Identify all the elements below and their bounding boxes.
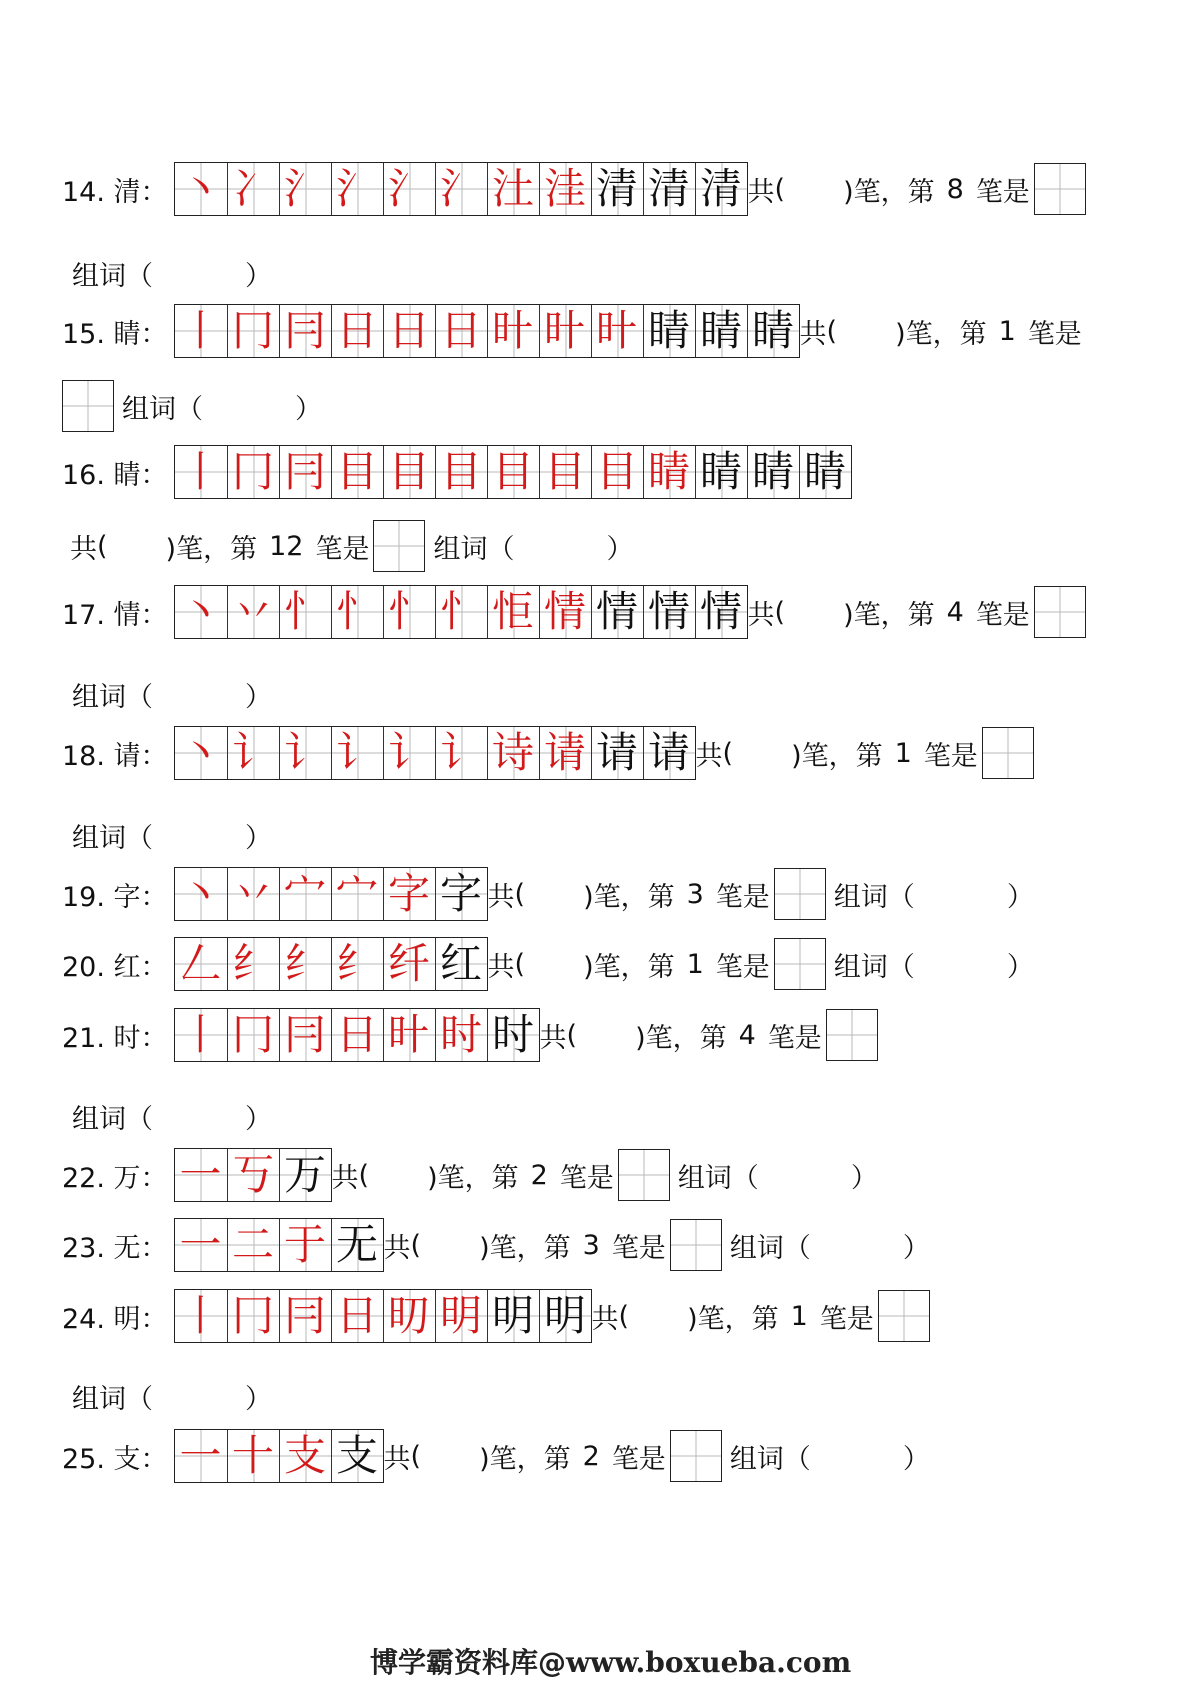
word-line bbox=[72, 675, 272, 714]
stroke-cell: 冂 bbox=[227, 305, 279, 357]
stroke-cell: 丶 bbox=[175, 586, 227, 638]
footer-watermark bbox=[370, 1641, 851, 1681]
stroke-cell: 旪 bbox=[487, 305, 539, 357]
stroke-text: )笔，第 bbox=[843, 176, 935, 208]
paren-open: ( bbox=[358, 1159, 370, 1191]
word-label: 组词（ bbox=[122, 393, 203, 425]
stroke-cell: 情 bbox=[643, 586, 695, 638]
word-end: ） bbox=[245, 1104, 272, 1135]
stroke-number: 3 bbox=[582, 1229, 600, 1261]
stroke-cell: 冫 bbox=[227, 163, 279, 215]
stroke-cell: 氵 bbox=[383, 163, 435, 215]
paren-open: ( bbox=[774, 173, 786, 205]
word-end: ） bbox=[902, 1232, 930, 1264]
stroke-cell: 明 bbox=[435, 1290, 487, 1342]
stroke-cell: 字 bbox=[383, 868, 435, 920]
stroke-cell: 忄 bbox=[331, 586, 383, 638]
stroke-cell: 冂 bbox=[227, 446, 279, 498]
stroke-cell: 情 bbox=[591, 586, 643, 638]
paren-open: ( bbox=[410, 1229, 422, 1261]
stroke-text: )笔，第 bbox=[635, 1022, 727, 1054]
item-17 bbox=[62, 585, 1086, 639]
word-label: 组词（ bbox=[729, 1443, 811, 1475]
stroke-cell: 丶 bbox=[175, 868, 227, 920]
stroke-cell: 旪 bbox=[539, 305, 591, 357]
total-prefix: 共 bbox=[331, 1162, 359, 1194]
item-22 bbox=[62, 1148, 878, 1202]
stroke-cell: 目 bbox=[487, 446, 539, 498]
word-line bbox=[72, 816, 272, 855]
word-label: 组词（ bbox=[729, 1232, 811, 1264]
stroke-cell: 目 bbox=[539, 446, 591, 498]
stroke-cell: 睛 bbox=[747, 446, 799, 498]
stroke-order-grid bbox=[174, 1429, 384, 1483]
stroke-number: 8 bbox=[946, 173, 964, 205]
word-label: 组词（ bbox=[72, 823, 153, 854]
stroke-order-grid bbox=[174, 304, 800, 358]
stroke-cell: 忄 bbox=[279, 586, 331, 638]
stroke-cell: 𠃋 bbox=[175, 938, 227, 990]
stroke-cell: 氵 bbox=[331, 163, 383, 215]
stroke-text: )笔，第 bbox=[583, 951, 675, 983]
stroke-cell: 睛 bbox=[643, 446, 695, 498]
stroke-cell: 丶 bbox=[175, 163, 227, 215]
item-label: 14. 清： bbox=[62, 176, 168, 208]
stroke-cell: 睛 bbox=[695, 305, 747, 357]
stroke-cell: 丨 bbox=[175, 446, 227, 498]
stroke-number: 1 bbox=[790, 1300, 808, 1332]
stroke-cell: 情 bbox=[695, 586, 747, 638]
stroke-number: 4 bbox=[946, 596, 964, 628]
stroke-cell: 目 bbox=[331, 446, 383, 498]
total-prefix: 共 bbox=[747, 599, 775, 631]
stroke-cell: 氵 bbox=[435, 163, 487, 215]
item-label: 24. 明： bbox=[62, 1303, 168, 1335]
stroke-cell: 日 bbox=[435, 305, 487, 357]
stroke-is: 笔是 bbox=[611, 1232, 666, 1264]
stroke-cell: 冂 bbox=[227, 1290, 279, 1342]
footer-brand: 博学霸资料库@ bbox=[370, 1646, 567, 1679]
stroke-cell: 目 bbox=[591, 446, 643, 498]
item-label: 22. 万： bbox=[62, 1162, 168, 1194]
paren-open: ( bbox=[514, 948, 526, 980]
answer-box[interactable] bbox=[670, 1219, 722, 1271]
word-line bbox=[70, 520, 633, 572]
stroke-cell: 纟 bbox=[331, 938, 383, 990]
stroke-cell: 日 bbox=[331, 1009, 383, 1061]
word-end: ） bbox=[1006, 881, 1034, 913]
stroke-number: 1 bbox=[686, 948, 704, 980]
answer-box[interactable] bbox=[1034, 586, 1086, 638]
stroke-cell: 丶 bbox=[175, 727, 227, 779]
item-19 bbox=[62, 867, 1034, 921]
word-label: 组词（ bbox=[833, 881, 915, 913]
stroke-text: )笔，第 bbox=[687, 1303, 779, 1335]
item-label: 17. 情： bbox=[62, 599, 168, 631]
stroke-is: 笔是 bbox=[315, 533, 370, 565]
item-label: 20. 红： bbox=[62, 951, 168, 983]
item-label: 25. 支： bbox=[62, 1443, 168, 1475]
stroke-cell: 睛 bbox=[747, 305, 799, 357]
stroke-cell: 洼 bbox=[539, 163, 591, 215]
stroke-order-grid bbox=[174, 445, 852, 499]
paren-open: ( bbox=[514, 878, 526, 910]
stroke-is: 笔是 bbox=[923, 740, 978, 772]
stroke-cell: 目 bbox=[383, 446, 435, 498]
stroke-number: 2 bbox=[582, 1440, 600, 1472]
stroke-order-grid bbox=[174, 162, 748, 216]
stroke-cell: 睛 bbox=[643, 305, 695, 357]
stroke-cell: 一 bbox=[175, 1430, 227, 1482]
item-18 bbox=[62, 726, 1034, 780]
total-prefix: 共 bbox=[70, 533, 97, 565]
stroke-cell: 讠 bbox=[279, 727, 331, 779]
stroke-cell: 纟 bbox=[279, 938, 331, 990]
answer-box[interactable] bbox=[1034, 163, 1086, 215]
word-label: 组词（ bbox=[72, 261, 153, 292]
paren-open: ( bbox=[97, 530, 108, 562]
stroke-cell: 日 bbox=[383, 305, 435, 357]
stroke-cell: 红 bbox=[435, 938, 487, 990]
stroke-cell: 请 bbox=[643, 727, 695, 779]
stroke-cell: 旫 bbox=[383, 1290, 435, 1342]
stroke-cell: 情 bbox=[539, 586, 591, 638]
stroke-text: )笔，第 bbox=[843, 599, 935, 631]
word-end: ） bbox=[1006, 951, 1034, 983]
answer-box[interactable] bbox=[774, 868, 826, 920]
stroke-order-grid bbox=[174, 1289, 592, 1343]
stroke-cell: 丨 bbox=[175, 305, 227, 357]
stroke-cell: 睛 bbox=[799, 446, 851, 498]
stroke-cell: 一 bbox=[175, 1219, 227, 1271]
stroke-cell: 忄 bbox=[383, 586, 435, 638]
total-prefix: 共 bbox=[539, 1022, 567, 1054]
word-end: ） bbox=[295, 393, 322, 425]
stroke-cell: 冃 bbox=[279, 1290, 331, 1342]
word-end: ） bbox=[902, 1443, 930, 1475]
item-21 bbox=[62, 1008, 878, 1062]
paren-open: ( bbox=[774, 596, 786, 628]
stroke-is: 笔是 bbox=[975, 599, 1030, 631]
stroke-is: 笔是 bbox=[975, 176, 1030, 208]
stroke-cell: 支 bbox=[331, 1430, 383, 1482]
stroke-cell: 丨 bbox=[175, 1009, 227, 1061]
stroke-cell: 日 bbox=[331, 1290, 383, 1342]
answer-box[interactable] bbox=[618, 1149, 670, 1201]
stroke-cell: 冃 bbox=[279, 446, 331, 498]
stroke-cell: 丂 bbox=[227, 1149, 279, 1201]
answer-box[interactable] bbox=[62, 380, 114, 432]
item-23 bbox=[62, 1218, 930, 1272]
stroke-cell: 丨 bbox=[175, 1290, 227, 1342]
stroke-cell: 十 bbox=[227, 1430, 279, 1482]
word-line bbox=[72, 1377, 272, 1416]
item-14 bbox=[62, 162, 1086, 216]
stroke-cell: 讠 bbox=[331, 727, 383, 779]
stroke-is: 笔是 bbox=[611, 1443, 666, 1475]
total-prefix: 共 bbox=[695, 740, 723, 772]
paren-open: ( bbox=[618, 1300, 630, 1332]
stroke-cell: 目 bbox=[435, 446, 487, 498]
paren-open: ( bbox=[566, 1019, 578, 1051]
item-25 bbox=[62, 1429, 930, 1483]
word-end: ） bbox=[850, 1162, 878, 1194]
answer-box[interactable] bbox=[826, 1009, 878, 1061]
stroke-cell: 纟 bbox=[227, 938, 279, 990]
answer-box[interactable] bbox=[670, 1430, 722, 1482]
stroke-cell: 日 bbox=[331, 305, 383, 357]
stroke-is: 笔是 bbox=[715, 951, 770, 983]
stroke-cell: 支 bbox=[279, 1430, 331, 1482]
word-label: 组词（ bbox=[72, 1104, 153, 1135]
stroke-text: )笔，第 bbox=[479, 1443, 571, 1475]
word-end: ） bbox=[245, 1384, 272, 1415]
item-label: 18. 请： bbox=[62, 740, 168, 772]
item-label: 15. 睛： bbox=[62, 318, 168, 350]
stroke-number: 2 bbox=[530, 1159, 548, 1191]
word-end: ） bbox=[606, 533, 634, 565]
stroke-text: )笔，第 bbox=[427, 1162, 519, 1194]
stroke-cell: 时 bbox=[487, 1009, 539, 1061]
stroke-order-grid bbox=[174, 1218, 384, 1272]
answer-box[interactable] bbox=[982, 727, 1034, 779]
item-label: 23. 无： bbox=[62, 1232, 168, 1264]
item-label: 19. 字： bbox=[62, 881, 168, 913]
stroke-cell: 万 bbox=[279, 1149, 331, 1201]
total-prefix: 共 bbox=[487, 951, 515, 983]
stroke-cell: 清 bbox=[643, 163, 695, 215]
stroke-order-grid bbox=[174, 726, 696, 780]
word-label: 组词（ bbox=[677, 1162, 759, 1194]
word-end: ） bbox=[245, 823, 272, 854]
total-prefix: 共 bbox=[747, 176, 775, 208]
stroke-cell: 丷 bbox=[227, 868, 279, 920]
stroke-is: 笔是 bbox=[1027, 318, 1082, 350]
stroke-number: 1 bbox=[894, 737, 912, 769]
stroke-cell: 睛 bbox=[695, 446, 747, 498]
stroke-text: )笔，第 bbox=[479, 1232, 571, 1264]
stroke-cell: 讠 bbox=[435, 727, 487, 779]
stroke-number: 3 bbox=[686, 878, 704, 910]
item-label: 21. 时： bbox=[62, 1022, 168, 1054]
total-prefix: 共 bbox=[591, 1303, 619, 1335]
word-label: 组词（ bbox=[72, 1384, 153, 1415]
stroke-cell: 宀 bbox=[279, 868, 331, 920]
stroke-number: 4 bbox=[738, 1019, 756, 1051]
stroke-cell: 怇 bbox=[487, 586, 539, 638]
word-line bbox=[72, 254, 272, 293]
stroke-order-grid bbox=[174, 1148, 332, 1202]
stroke-cell: 请 bbox=[591, 727, 643, 779]
item-24 bbox=[62, 1289, 930, 1343]
stroke-cell: 清 bbox=[591, 163, 643, 215]
stroke-cell: 纤 bbox=[383, 938, 435, 990]
word-end: ） bbox=[245, 682, 272, 713]
stroke-text: )笔，第 bbox=[791, 740, 883, 772]
total-prefix: 共 bbox=[383, 1232, 411, 1264]
stroke-cell: 于 bbox=[279, 1219, 331, 1271]
word-line bbox=[72, 1097, 272, 1136]
stroke-cell: 明 bbox=[539, 1290, 591, 1342]
stroke-order-grid bbox=[174, 1008, 540, 1062]
footer-url: www.boxueba.com bbox=[566, 1646, 852, 1679]
answer-box[interactable] bbox=[774, 938, 826, 990]
item-label: 16. 睛： bbox=[62, 459, 168, 491]
stroke-cell: 冂 bbox=[227, 1009, 279, 1061]
stroke-number: 12 bbox=[269, 530, 304, 562]
stroke-text: )笔，第 bbox=[895, 318, 987, 350]
stroke-order-grid bbox=[174, 867, 488, 921]
stroke-is: 笔是 bbox=[767, 1022, 822, 1054]
paren-open: ( bbox=[722, 737, 734, 769]
paren-open: ( bbox=[826, 315, 838, 347]
stroke-cell: 冃 bbox=[279, 1009, 331, 1061]
stroke-cell: 一 bbox=[175, 1149, 227, 1201]
stroke-cell: 诗 bbox=[487, 727, 539, 779]
stroke-cell: 字 bbox=[435, 868, 487, 920]
stroke-cell: 讠 bbox=[227, 727, 279, 779]
stroke-cell: 无 bbox=[331, 1219, 383, 1271]
stroke-cell: 清 bbox=[695, 163, 747, 215]
item-20 bbox=[62, 937, 1034, 991]
stroke-text: )笔，第 bbox=[165, 533, 258, 565]
stroke-cell: 冃 bbox=[279, 305, 331, 357]
stroke-cell: 忄 bbox=[435, 586, 487, 638]
answer-box[interactable] bbox=[373, 520, 425, 572]
word-label: 组词（ bbox=[433, 533, 515, 565]
stroke-cell: 明 bbox=[487, 1290, 539, 1342]
word-end: ） bbox=[245, 261, 272, 292]
stroke-cell: 时 bbox=[435, 1009, 487, 1061]
stroke-cell: 旪 bbox=[383, 1009, 435, 1061]
stroke-cell: 二 bbox=[227, 1219, 279, 1271]
stroke-number: 1 bbox=[998, 315, 1016, 347]
stroke-is: 笔是 bbox=[715, 881, 770, 913]
answer-box[interactable] bbox=[878, 1290, 930, 1342]
stroke-cell: 丷 bbox=[227, 586, 279, 638]
word-label: 组词（ bbox=[72, 682, 153, 713]
stroke-is: 笔是 bbox=[819, 1303, 874, 1335]
word-line bbox=[62, 380, 322, 432]
paren-open: ( bbox=[410, 1440, 422, 1472]
stroke-cell: 汢 bbox=[487, 163, 539, 215]
stroke-cell: 讠 bbox=[383, 727, 435, 779]
stroke-order-grid bbox=[174, 937, 488, 991]
item-15 bbox=[62, 304, 1082, 358]
stroke-cell: 宀 bbox=[331, 868, 383, 920]
total-prefix: 共 bbox=[799, 318, 827, 350]
stroke-text: )笔，第 bbox=[583, 881, 675, 913]
word-label: 组词（ bbox=[833, 951, 915, 983]
stroke-cell: 旪 bbox=[591, 305, 643, 357]
stroke-cell: 请 bbox=[539, 727, 591, 779]
stroke-cell: 氵 bbox=[279, 163, 331, 215]
stroke-is: 笔是 bbox=[559, 1162, 614, 1194]
total-prefix: 共 bbox=[383, 1443, 411, 1475]
total-prefix: 共 bbox=[487, 881, 515, 913]
item-16 bbox=[62, 445, 852, 499]
stroke-order-grid bbox=[174, 585, 748, 639]
